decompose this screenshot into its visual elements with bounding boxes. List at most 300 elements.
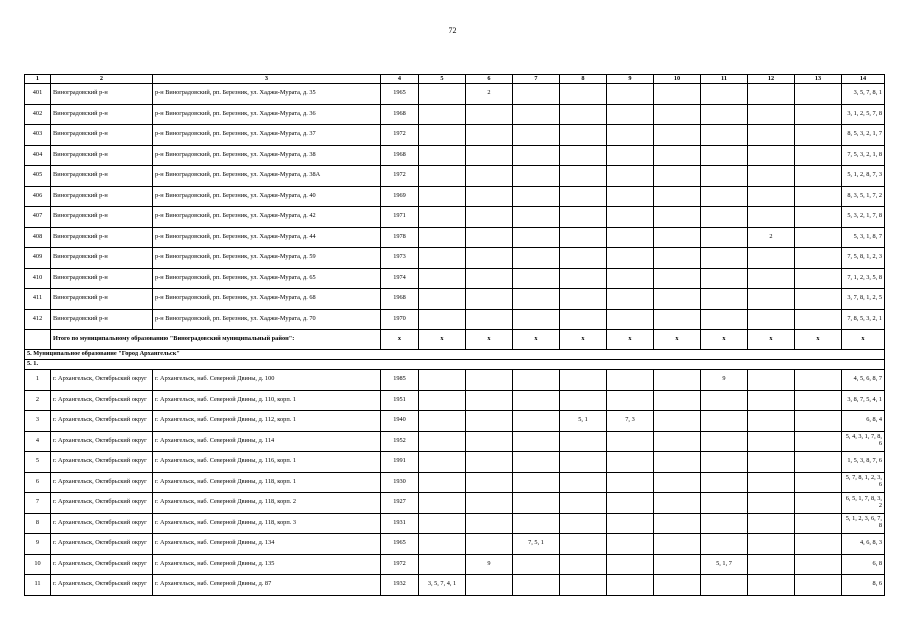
priority-cell: 7, 5, 3, 2, 1, 8 — [842, 145, 885, 166]
value-cell — [466, 452, 513, 473]
value-cell — [607, 493, 654, 514]
value-cell — [654, 145, 701, 166]
row-number: 9 — [25, 534, 51, 555]
row-number: 7 — [25, 493, 51, 514]
value-cell — [795, 575, 842, 596]
value-cell — [419, 227, 466, 248]
value-cell — [795, 513, 842, 534]
value-cell — [560, 452, 607, 473]
row-number: 405 — [25, 166, 51, 187]
value-cell — [513, 248, 560, 269]
total-mark: x — [607, 330, 654, 350]
year-cell: 1952 — [381, 431, 419, 452]
row-number: 411 — [25, 289, 51, 310]
subsection-title: 5. 1. — [25, 360, 885, 370]
value-cell — [560, 431, 607, 452]
district-cell: Виноградовский р-н — [51, 289, 153, 310]
row-number: 401 — [25, 84, 51, 105]
value-cell — [795, 227, 842, 248]
value-cell — [513, 411, 560, 432]
value-cell — [748, 493, 795, 514]
priority-cell: 5, 7, 8, 1, 2, 3, 6 — [842, 472, 885, 493]
row-number: 1 — [25, 370, 51, 391]
priority-cell: 6, 8 — [842, 554, 885, 575]
address-cell: г. Архангельск, наб. Северной Двины, д. 114 — [153, 431, 381, 452]
total-label: Итого по муниципальному образованию "Виноградовский муниципальный район": — [51, 330, 381, 350]
value-cell — [607, 575, 654, 596]
value-cell — [419, 125, 466, 146]
value-cell — [560, 513, 607, 534]
value-cell — [466, 227, 513, 248]
row-number: 408 — [25, 227, 51, 248]
district-cell: Виноградовский р-н — [51, 125, 153, 146]
value-cell: 2 — [748, 227, 795, 248]
table-row — [25, 534, 885, 555]
year-cell: 1940 — [381, 411, 419, 432]
year-cell: 1931 — [381, 513, 419, 534]
value-cell — [795, 309, 842, 330]
value-cell — [560, 104, 607, 125]
value-cell — [560, 248, 607, 269]
priority-cell: 3, 5, 7, 8, 1 — [842, 84, 885, 105]
table-row — [25, 493, 885, 514]
housing-table — [24, 74, 885, 596]
address-cell: р-н Виноградовский, рп. Березник, ул. Хаджи-Мурата, д. 59 — [153, 248, 381, 269]
value-cell — [419, 554, 466, 575]
district-cell: г. Архангельск, Октябрьский округ — [51, 431, 153, 452]
row-number: 403 — [25, 125, 51, 146]
value-cell — [607, 309, 654, 330]
value-cell — [466, 186, 513, 207]
value-cell — [513, 268, 560, 289]
value-cell — [795, 104, 842, 125]
address-cell: р-н Виноградовский, рп. Березник, ул. Хаджи-Мурата, д. 38А — [153, 166, 381, 187]
priority-cell: 5, 3, 1, 8, 7 — [842, 227, 885, 248]
value-cell — [419, 493, 466, 514]
value-cell — [607, 431, 654, 452]
year-cell: 1972 — [381, 554, 419, 575]
value-cell — [466, 534, 513, 555]
value-cell — [560, 207, 607, 228]
district-cell: Виноградовский р-н — [51, 207, 153, 228]
district-cell: г. Архангельск, Октябрьский округ — [51, 554, 153, 575]
row-number: 2 — [25, 390, 51, 411]
value-cell — [654, 309, 701, 330]
value-cell: 9 — [466, 554, 513, 575]
value-cell: 2 — [466, 84, 513, 105]
table-row — [25, 513, 885, 534]
value-cell — [654, 207, 701, 228]
row-number: 11 — [25, 575, 51, 596]
address-cell: р-н Виноградовский, рп. Березник, ул. Хаджи-Мурата, д. 37 — [153, 125, 381, 146]
value-cell — [748, 104, 795, 125]
value-cell — [748, 370, 795, 391]
value-cell — [607, 534, 654, 555]
value-cell — [654, 554, 701, 575]
column-header: 1 — [25, 75, 51, 84]
value-cell — [654, 248, 701, 269]
value-cell — [466, 289, 513, 310]
value-cell — [654, 104, 701, 125]
row-number: 407 — [25, 207, 51, 228]
value-cell — [513, 575, 560, 596]
column-header: 3 — [153, 75, 381, 84]
address-cell: р-н Виноградовский, рп. Березник, ул. Хаджи-Мурата, д. 36 — [153, 104, 381, 125]
year-cell: 1972 — [381, 166, 419, 187]
value-cell — [607, 554, 654, 575]
year-cell: 1951 — [381, 390, 419, 411]
address-cell: г. Архангельск, наб. Северной Двины, д. 118, корп. 3 — [153, 513, 381, 534]
total-mark: x — [466, 330, 513, 350]
year-cell: 1991 — [381, 452, 419, 473]
value-cell — [513, 554, 560, 575]
column-header: 11 — [701, 75, 748, 84]
value-cell — [513, 145, 560, 166]
value-cell — [466, 575, 513, 596]
table-row — [25, 268, 885, 289]
value-cell — [560, 125, 607, 146]
priority-cell: 1, 5, 3, 8, 7, 6 — [842, 452, 885, 473]
priority-cell: 5, 3, 2, 1, 7, 8 — [842, 207, 885, 228]
value-cell: 9 — [701, 370, 748, 391]
value-cell — [419, 145, 466, 166]
value-cell — [513, 309, 560, 330]
value-cell — [748, 248, 795, 269]
year-cell: 1927 — [381, 493, 419, 514]
value-cell — [607, 513, 654, 534]
value-cell — [513, 370, 560, 391]
priority-cell: 3, 8, 7, 5, 4, 1 — [842, 390, 885, 411]
address-cell: г. Архангельск, наб. Северной Двины, д. 110, корп. 1 — [153, 390, 381, 411]
value-cell — [513, 166, 560, 187]
section-title: 5. Муниципальное образование "Город Архангельск" — [25, 350, 885, 360]
row-number: 404 — [25, 145, 51, 166]
value-cell — [795, 431, 842, 452]
year-cell: 1972 — [381, 125, 419, 146]
value-cell — [419, 84, 466, 105]
table-row — [25, 431, 885, 452]
table-row — [25, 248, 885, 269]
priority-cell: 4, 6, 8, 3 — [842, 534, 885, 555]
priority-cell: 6, 5, 1, 7, 8, 3, 2 — [842, 493, 885, 514]
year-cell: 1968 — [381, 145, 419, 166]
value-cell — [701, 309, 748, 330]
value-cell — [748, 145, 795, 166]
value-cell — [748, 390, 795, 411]
column-header: 14 — [842, 75, 885, 84]
value-cell — [795, 268, 842, 289]
district-cell: г. Архангельск, Октябрьский округ — [51, 452, 153, 473]
year-cell: 1969 — [381, 186, 419, 207]
value-cell — [748, 84, 795, 105]
value-cell — [466, 207, 513, 228]
value-cell — [795, 472, 842, 493]
district-cell: Виноградовский р-н — [51, 166, 153, 187]
value-cell — [748, 166, 795, 187]
value-cell — [654, 452, 701, 473]
value-cell: 5, 1, 7 — [701, 554, 748, 575]
value-cell — [419, 472, 466, 493]
value-cell — [795, 390, 842, 411]
value-cell — [560, 166, 607, 187]
value-cell — [466, 370, 513, 391]
value-cell — [513, 472, 560, 493]
value-cell — [466, 431, 513, 452]
value-cell — [701, 207, 748, 228]
address-cell: г. Архангельск, наб. Северной Двины, д. 100 — [153, 370, 381, 391]
priority-cell: 4, 5, 6, 8, 7 — [842, 370, 885, 391]
priority-cell: 8, 5, 3, 2, 1, 7 — [842, 125, 885, 146]
value-cell — [466, 472, 513, 493]
value-cell — [419, 186, 466, 207]
subsection-row — [25, 360, 885, 370]
total-mark: x — [381, 330, 419, 350]
district-cell: Виноградовский р-н — [51, 104, 153, 125]
value-cell — [607, 370, 654, 391]
value-cell — [513, 289, 560, 310]
value-cell — [513, 207, 560, 228]
value-cell — [607, 227, 654, 248]
column-header: 5 — [419, 75, 466, 84]
district-cell: Виноградовский р-н — [51, 309, 153, 330]
value-cell — [419, 309, 466, 330]
address-cell: г. Архангельск, наб. Северной Двины, д. 118, корп. 2 — [153, 493, 381, 514]
value-cell — [419, 513, 466, 534]
value-cell — [560, 186, 607, 207]
table-row — [25, 104, 885, 125]
value-cell — [513, 431, 560, 452]
value-cell — [560, 390, 607, 411]
value-cell — [748, 534, 795, 555]
value-cell — [419, 207, 466, 228]
value-cell — [701, 268, 748, 289]
value-cell — [560, 472, 607, 493]
column-header: 2 — [51, 75, 153, 84]
value-cell — [654, 411, 701, 432]
value-cell — [654, 493, 701, 514]
address-cell: р-н Виноградовский, рп. Березник, ул. Хаджи-Мурата, д. 44 — [153, 227, 381, 248]
value-cell — [701, 534, 748, 555]
column-header: 8 — [560, 75, 607, 84]
district-cell: Виноградовский р-н — [51, 248, 153, 269]
value-cell — [701, 227, 748, 248]
value-cell — [748, 554, 795, 575]
year-cell: 1971 — [381, 207, 419, 228]
value-cell — [419, 268, 466, 289]
value-cell — [466, 125, 513, 146]
value-cell — [701, 166, 748, 187]
value-cell — [419, 166, 466, 187]
district-cell: г. Архангельск, Октябрьский округ — [51, 575, 153, 596]
address-cell: г. Архангельск, наб. Северной Двины, д. 116, корп. 1 — [153, 452, 381, 473]
address-cell: г. Архангельск, наб. Северной Двины, д. 118, корп. 1 — [153, 472, 381, 493]
value-cell — [654, 513, 701, 534]
row-number: 3 — [25, 411, 51, 432]
total-row — [25, 330, 885, 350]
value-cell — [748, 431, 795, 452]
address-cell: г. Архангельск, наб. Северной Двины, д. 134 — [153, 534, 381, 555]
value-cell — [795, 534, 842, 555]
value-cell — [795, 125, 842, 146]
value-cell — [513, 84, 560, 105]
value-cell — [748, 268, 795, 289]
district-cell: Виноградовский р-н — [51, 227, 153, 248]
value-cell — [607, 84, 654, 105]
header-row — [25, 75, 885, 84]
value-cell — [795, 370, 842, 391]
year-cell: 1970 — [381, 309, 419, 330]
value-cell — [513, 513, 560, 534]
district-cell: Виноградовский р-н — [51, 268, 153, 289]
value-cell — [419, 289, 466, 310]
value-cell — [748, 513, 795, 534]
value-cell — [466, 268, 513, 289]
value-cell — [748, 309, 795, 330]
total-mark: x — [419, 330, 466, 350]
row-number: 406 — [25, 186, 51, 207]
year-cell: 1973 — [381, 248, 419, 269]
priority-cell: 5, 4, 3, 1, 7, 8, 6 — [842, 431, 885, 452]
district-cell: Виноградовский р-н — [51, 145, 153, 166]
row-number: 410 — [25, 268, 51, 289]
value-cell — [466, 309, 513, 330]
value-cell — [513, 104, 560, 125]
page-number: 72 — [448, 26, 457, 35]
district-cell: Виноградовский р-н — [51, 186, 153, 207]
value-cell — [419, 370, 466, 391]
year-cell: 1965 — [381, 534, 419, 555]
table-row — [25, 186, 885, 207]
value-cell — [701, 145, 748, 166]
value-cell — [654, 268, 701, 289]
value-cell — [654, 84, 701, 105]
address-cell: р-н Виноградовский, рп. Березник, ул. Хаджи-Мурата, д. 70 — [153, 309, 381, 330]
value-cell — [466, 104, 513, 125]
value-cell — [701, 248, 748, 269]
address-cell: г. Архангельск, наб. Северной Двины, д. 87 — [153, 575, 381, 596]
value-cell — [607, 289, 654, 310]
priority-cell: 7, 8, 5, 3, 2, 1 — [842, 309, 885, 330]
address-cell: р-н Виноградовский, рп. Березник, ул. Хаджи-Мурата, д. 68 — [153, 289, 381, 310]
column-header: 4 — [381, 75, 419, 84]
table-body — [25, 75, 885, 596]
value-cell — [748, 289, 795, 310]
priority-cell: 5, 1, 2, 3, 6, 7, 8 — [842, 513, 885, 534]
value-cell — [654, 431, 701, 452]
value-cell — [795, 289, 842, 310]
value-cell — [607, 452, 654, 473]
priority-cell: 6, 8, 4 — [842, 411, 885, 432]
value-cell — [560, 289, 607, 310]
district-cell: г. Архангельск, Октябрьский округ — [51, 411, 153, 432]
value-cell — [654, 166, 701, 187]
value-cell — [701, 411, 748, 432]
value-cell — [795, 554, 842, 575]
column-header: 9 — [607, 75, 654, 84]
value-cell — [607, 186, 654, 207]
value-cell — [748, 125, 795, 146]
value-cell — [419, 104, 466, 125]
table-row — [25, 390, 885, 411]
column-header: 12 — [748, 75, 795, 84]
value-cell — [419, 431, 466, 452]
priority-cell: 8, 3, 5, 1, 7, 2 — [842, 186, 885, 207]
district-cell: г. Архангельск, Октябрьский округ — [51, 513, 153, 534]
value-cell — [560, 145, 607, 166]
value-cell — [466, 493, 513, 514]
district-cell: г. Архангельск, Октябрьский округ — [51, 534, 153, 555]
value-cell — [654, 125, 701, 146]
year-cell: 1985 — [381, 370, 419, 391]
value-cell — [748, 472, 795, 493]
total-mark: x — [701, 330, 748, 350]
value-cell — [466, 411, 513, 432]
value-cell — [701, 513, 748, 534]
value-cell — [466, 513, 513, 534]
year-cell: 1932 — [381, 575, 419, 596]
total-mark: x — [513, 330, 560, 350]
value-cell — [795, 186, 842, 207]
table-row — [25, 227, 885, 248]
row-number: 8 — [25, 513, 51, 534]
value-cell — [466, 248, 513, 269]
value-cell — [466, 166, 513, 187]
table-row — [25, 125, 885, 146]
value-cell — [607, 472, 654, 493]
value-cell: 5, 1 — [560, 411, 607, 432]
total-mark: x — [748, 330, 795, 350]
value-cell — [654, 370, 701, 391]
row-number: 10 — [25, 554, 51, 575]
value-cell — [795, 493, 842, 514]
table-row — [25, 370, 885, 391]
table-row — [25, 84, 885, 105]
value-cell — [701, 84, 748, 105]
table-row — [25, 411, 885, 432]
value-cell — [607, 125, 654, 146]
value-cell — [513, 493, 560, 514]
value-cell — [419, 534, 466, 555]
table-row — [25, 166, 885, 187]
value-cell — [466, 390, 513, 411]
value-cell — [701, 390, 748, 411]
priority-cell: 3, 7, 8, 1, 2, 5 — [842, 289, 885, 310]
address-cell: г. Архангельск, наб. Северной Двины, д. 112, корп. 1 — [153, 411, 381, 432]
value-cell — [560, 370, 607, 391]
value-cell — [560, 227, 607, 248]
priority-cell: 8, 6 — [842, 575, 885, 596]
value-cell — [560, 493, 607, 514]
district-cell: Виноградовский р-н — [51, 84, 153, 105]
value-cell: 7, 3 — [607, 411, 654, 432]
priority-cell: 7, 5, 8, 1, 2, 3 — [842, 248, 885, 269]
value-cell — [748, 575, 795, 596]
value-cell — [701, 431, 748, 452]
table-row — [25, 554, 885, 575]
address-cell: р-н Виноградовский, рп. Березник, ул. Хаджи-Мурата, д. 40 — [153, 186, 381, 207]
value-cell — [748, 411, 795, 432]
value-cell — [607, 248, 654, 269]
year-cell: 1974 — [381, 268, 419, 289]
value-cell — [560, 575, 607, 596]
column-header: 10 — [654, 75, 701, 84]
priority-cell: 7, 1, 2, 3, 5, 8 — [842, 268, 885, 289]
value-cell — [654, 390, 701, 411]
table-row — [25, 145, 885, 166]
value-cell — [607, 166, 654, 187]
value-cell — [701, 472, 748, 493]
value-cell — [513, 452, 560, 473]
